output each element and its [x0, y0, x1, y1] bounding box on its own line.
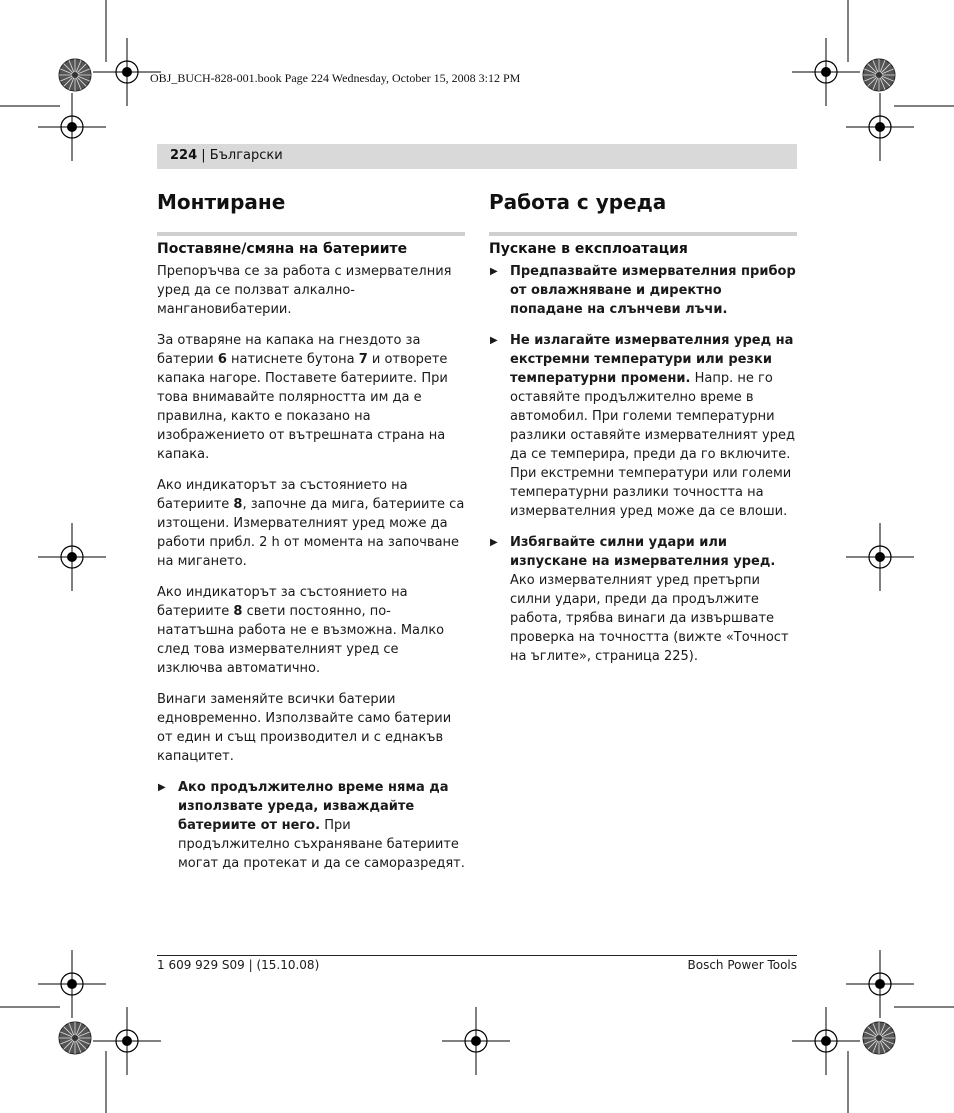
subsection-header-startup [489, 232, 797, 259]
footer-doc-number: 1 609 929 S09 | (15.10.08) [157, 958, 320, 972]
bullet-arrow-icon: ▶ [490, 335, 498, 346]
bullet-arrow-icon: ▶ [490, 537, 498, 548]
header-text [170, 148, 283, 163]
paragraph-battery-blinking: Ако индикаторът за състоянието на батериите 8, започне да мига, батериите са изтощени. Измервателният уред може да работи прибл. 2 h от момента на започване на мигането. [157, 478, 465, 569]
footer-rule [157, 955, 797, 956]
footer-brand: Bosch Power Tools [687, 958, 797, 972]
page-number: 224 [170, 148, 198, 163]
bullet-arrow-icon: ▶ [490, 266, 498, 277]
bullet-avoid-impacts: ▶ Избягвайте силни удари или изпускане на измервателния уред. Ако измервателният уред претърпи силни удари, преди да продължите работа, трябва винаги да извършвате проверка на точността (вижте «Точност на ъглите», страница 225). [490, 535, 789, 664]
section-title-operation: Работа с уреда [489, 190, 667, 214]
paragraph-battery-insert: За отваряне на капака на гнездото за батерии 6 натиснете бутона 7 и отворете капака нагоре. Поставете батериите. При това внимавайте полярността им да е правилна, както е показано на изображението от вътрешната страна на капака. [157, 333, 448, 462]
bullet-protect-moisture: ▶ Предпазвайте измервателния прибор от овлажняване и директно попадане на слънчеви лъчи. [490, 264, 796, 317]
page-header [157, 144, 797, 169]
bullet-extreme-temperatures: ▶ Не излагайте измервателния уред на екстремни температури или резки температурни промени. Напр. не го оставяйте продължително време в автомобил. При големи температурни разлики оставяйте измервателният уред да се темперира, преди да го включите. При екстремни температури или големи температурни разлики точността на измервателния уред може да се влоши. [490, 333, 795, 519]
header-separator: | [197, 148, 210, 163]
print-slug: OBJ_BUCH-828-001.book Page 224 Wednesday, October 15, 2008 3:12 PM [150, 71, 521, 85]
subsection-title-startup: Пускане в експлоатация [489, 241, 688, 257]
bullet-remove-batteries: ▶ Ако продължително време няма да използвате уреда, изваждайте батериите от него. При продължително съхраняване батериите могат да протекат и да се саморазредят. [158, 780, 465, 871]
section-title-assembly: Монтиране [157, 190, 286, 214]
paragraph-battery-replace: Винаги заменяйте всички батерии едновременно. Използвайте само батерии от един и същ производител и с еднакъв капацитет. [157, 692, 452, 764]
paragraph-battery-steady: Ако индикаторът за състоянието на батериите 8 свети постоянно, по-нататъшна работа не е възможна. Малко след това измервателният уред се изключва автоматично. [157, 585, 445, 676]
subsection-header-batteries [157, 232, 465, 259]
header-language: Български [209, 148, 283, 163]
left-column [157, 188, 465, 873]
right-column [489, 188, 797, 666]
subsection-title-batteries: Поставяне/смяна на батериите [157, 241, 408, 257]
paragraph-battery-recommendation: Препоръчва се за работа с измервателния уред да се ползват алкално-мангановибатерии. [157, 264, 452, 317]
bullet-arrow-icon: ▶ [158, 782, 166, 793]
